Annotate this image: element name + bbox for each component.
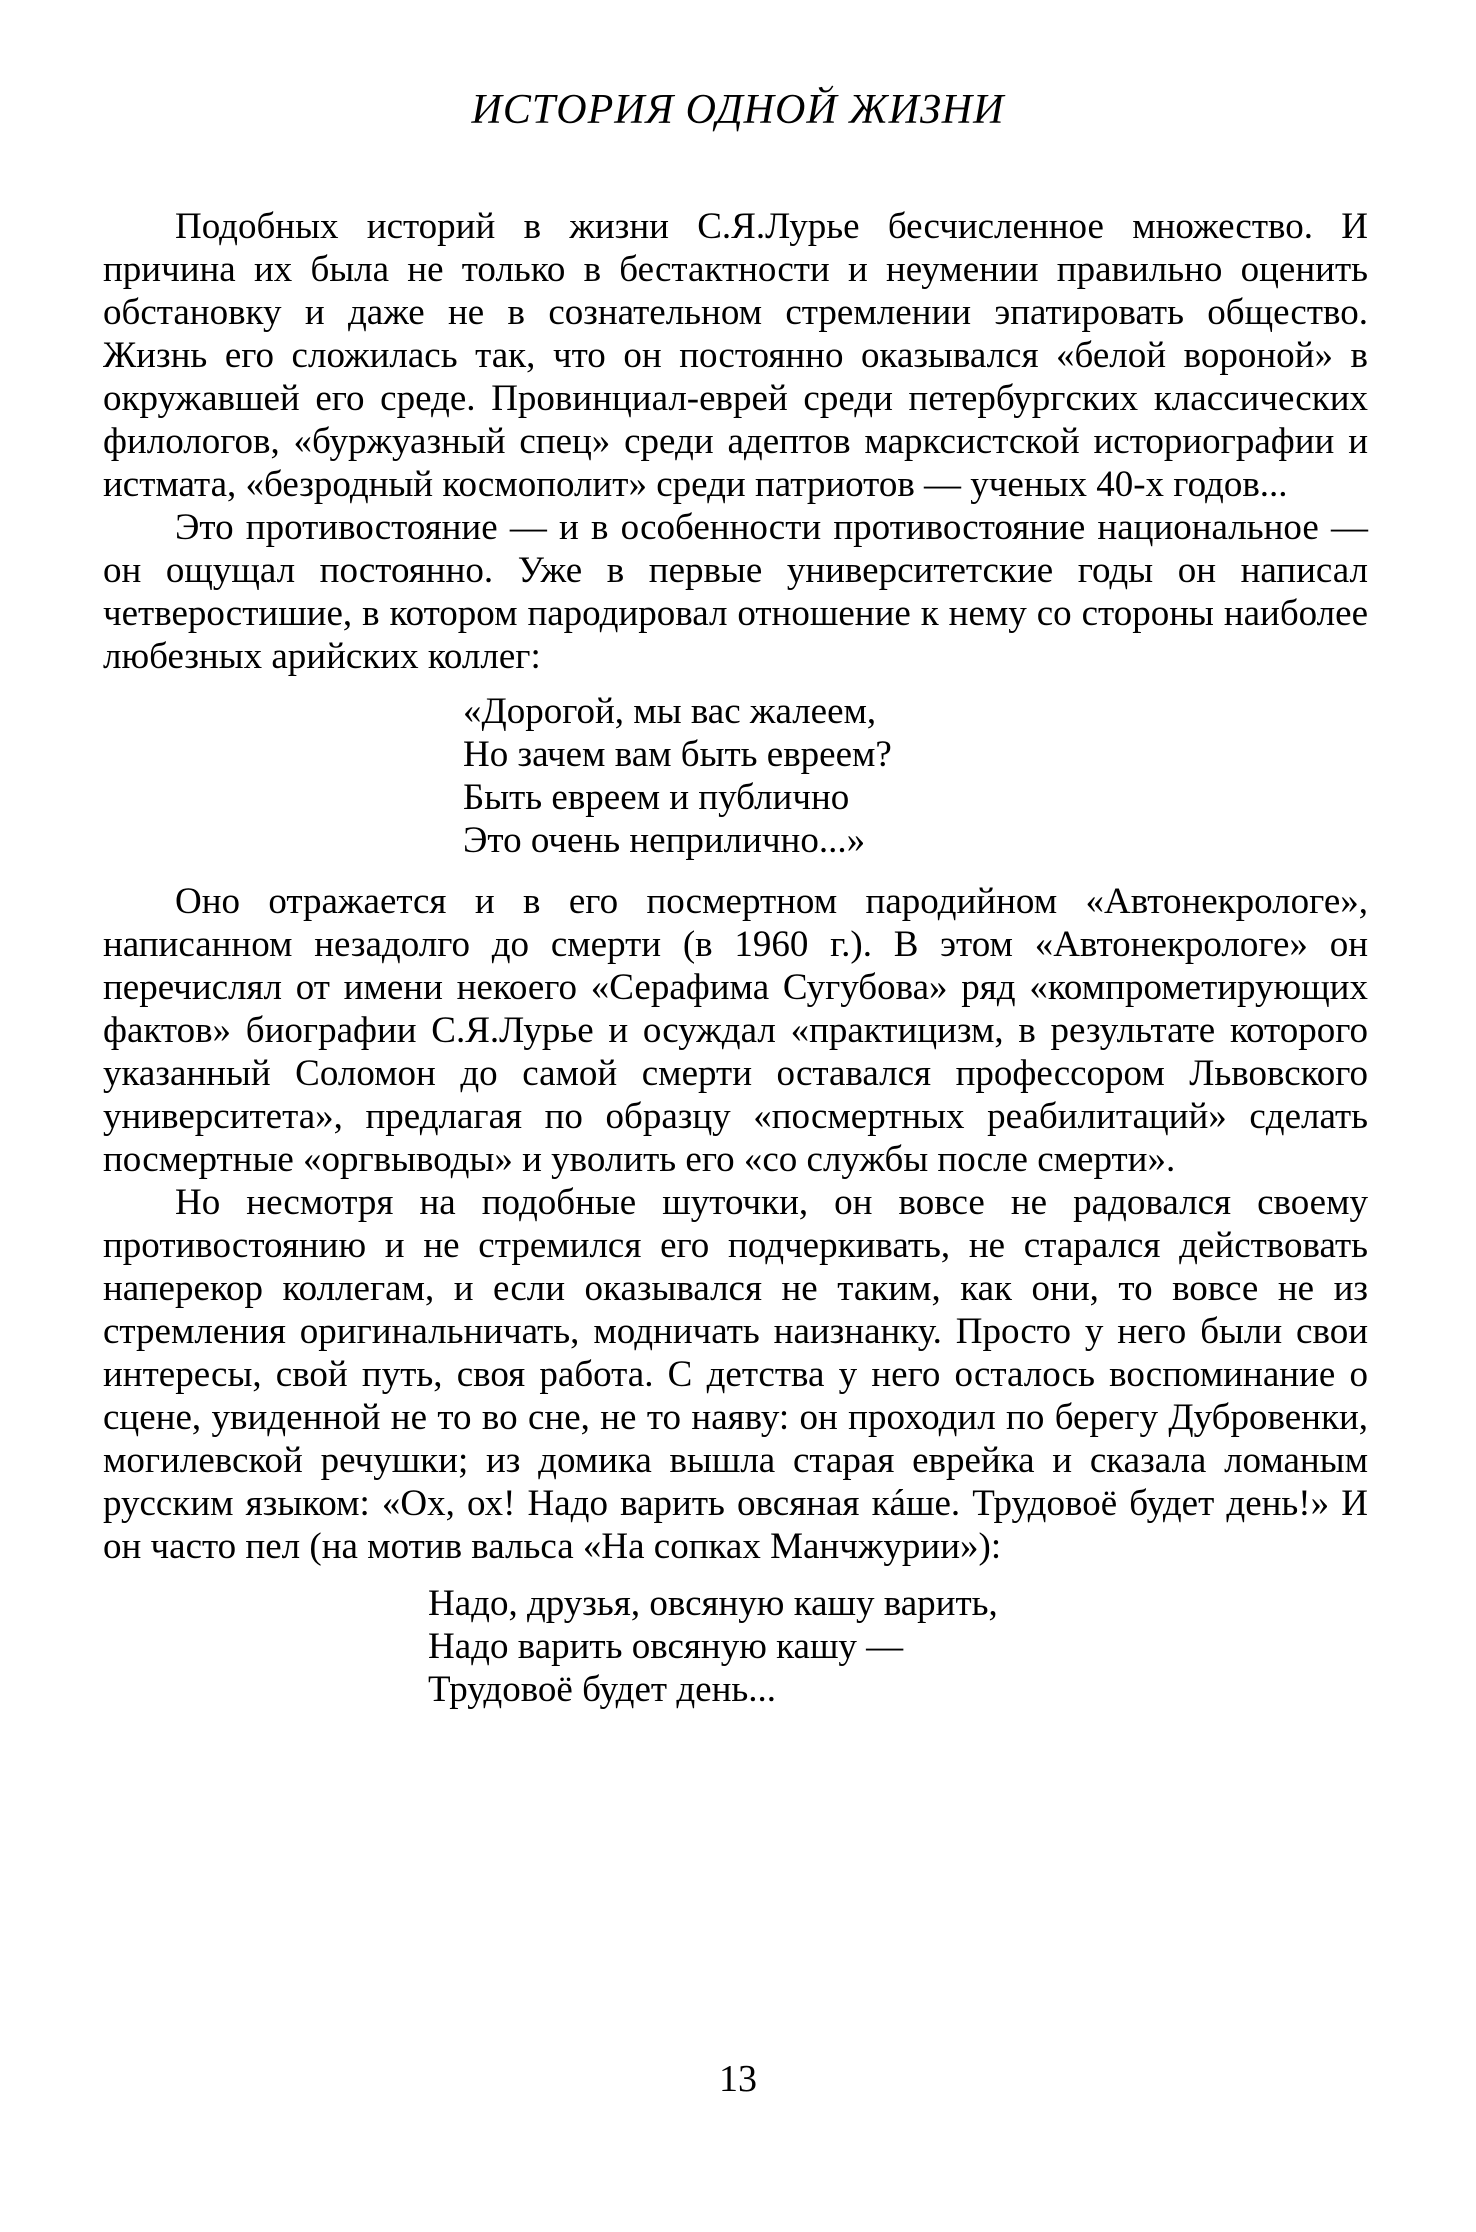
verse-line: Быть евреем и публично <box>463 777 850 818</box>
verse-song <box>103 1582 1368 1711</box>
verse-line: Но зачем вам быть евреем? <box>463 734 892 775</box>
running-title: ИСТОРИЯ ОДНОЙ ЖИЗНИ <box>471 87 1005 133</box>
body-text <box>103 205 1368 1729</box>
page-number: 13 <box>719 2058 757 2100</box>
verse-line: Трудовоё будет день... <box>428 1669 777 1710</box>
verse-line: «Дорогой, мы вас жалеем, <box>463 691 877 732</box>
verse-line: Надо варить овсяную кашу — <box>428 1626 904 1667</box>
paragraph-2: Это противостояние — и в особенности противостояние национальное — он ощущал постоянно. Уже в первые университетские годы он написал четверостишие, в котором пародировал отношение к нему со стороны наиболее любезных арийских коллег: <box>103 507 1368 677</box>
verse-line: Это очень неприлично...» <box>463 820 866 861</box>
paragraph-3: Оно отражается и в его посмертном пародийном «Автонекрологе», написанном незадолго до смерти (в 1960 г.). В этом «Автонекрологе» он перечислял от имени некоего «Серафима Сугубова» ряд «компрометирующих фактов» биографии С.Я.Лурье и осуждал «практицизм, в результате которого указанный Соломон до самой смерти оставался профессором Львовского университета», предлагая по образцу «посмертных реабилитаций» сделать посмертные «оргвыводы» и уволить его «со службы после смерти». <box>103 881 1368 1180</box>
verse-quatrain <box>103 690 1368 862</box>
paragraph-4: Но несмотря на подобные шуточки, он вовсе не радовался своему противостоянию и не стремился его подчеркивать, не старался действовать наперекор коллегам, и если оказывался не таким, как они, то вовсе не из стремления оригинальничать, модничать наизнанку. Просто у него были свои интересы, свой путь, своя работа. С детства у него осталось воспоминание о сцене, увиденной не то во сне, не то наяву: он проходил по берегу Дубровенки, могилевской речушки; из домика вышла старая еврейка и сказала ломаным русским языком: «Ох, ох! Надо варить овсяная кáше. Трудовоё будет день!» И он часто пел (на мотив вальса «На сопках Манчжурии»): <box>103 1182 1368 1567</box>
paragraph-1: Подобных историй в жизни С.Я.Лурье бесчисленное множество. И причина их была не только в бестактности и неумении правильно оценить обстановку и даже не в сознательном стремлении эпатировать общество. Жизнь его сложилась так, что он постоянно оказывался «белой вороной» в окружавшей его среде. Провинциал-еврей среди петербургских классических филологов, «буржуазный спец» среди адептов марксистской историографии и истмата, «безродный космополит» среди патриотов — ученых 40-х годов... <box>103 206 1368 505</box>
verse-line: Надо, друзья, овсяную кашу варить, <box>428 1583 998 1624</box>
